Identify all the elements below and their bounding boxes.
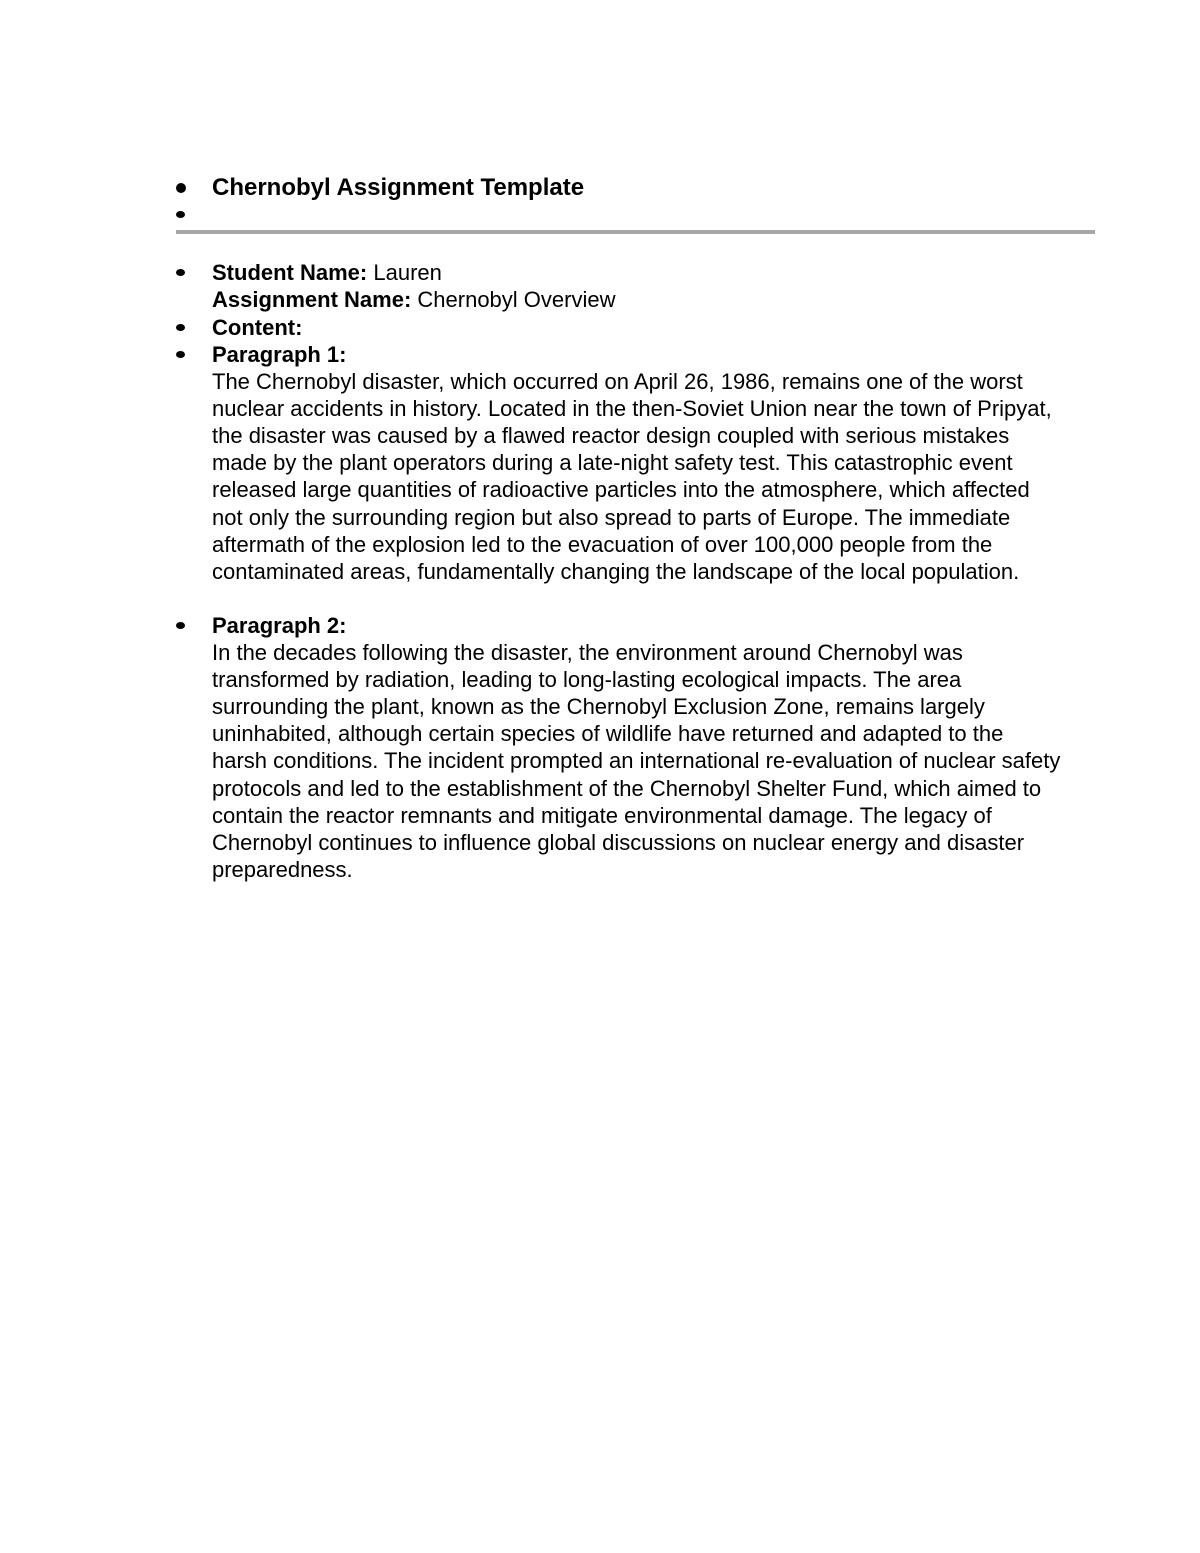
bullet-icon — [176, 269, 185, 276]
paragraph1-block — [212, 341, 1062, 585]
paragraph1-text: The Chernobyl disaster, which occurred on April 26, 1986, remains one of the worst nuclear accidents in history. Located in the then-Soviet Union near the town of Pripyat, the disaster was caused by a flawed reactor design coupled with serious mistakes made by the plant operators during a late-night safety test. This catastrophic event released large quantities of radioactive particles into the atmosphere, which affected not only the surrounding region but also spread to parts of Europe. The immediate aftermath of the explosion led to the evacuation of over 100,000 people from the contaminated areas, fundamentally changing the landscape of the local population. — [212, 369, 1052, 584]
bullet-icon — [176, 211, 185, 218]
bullet-icon — [176, 351, 185, 358]
student-name-value: Lauren — [373, 260, 442, 285]
paragraph1-label: Paragraph 1: — [212, 342, 347, 367]
paragraph2-label: Paragraph 2: — [212, 613, 347, 638]
paragraph2-block — [212, 612, 1062, 883]
student-info — [212, 259, 1072, 313]
student-name-label: Student Name: — [212, 260, 368, 285]
bullet-icon — [176, 324, 185, 331]
bullet-icon — [176, 622, 185, 629]
paragraph2-text: In the decades following the disaster, the environment around Chernobyl was transformed by radiation, leading to long-lasting ecological impacts. The area surrounding the plant, known as the Chernobyl Exclusion Zone, remains largely uninhabited, although certain species of wildlife have returned and adapted to the harsh conditions. The incident prompted an international re-evaluation of nuclear safety protocols and led to the establishment of the Chernobyl Shelter Fund, which aimed to contain the reactor remnants and mitigate environmental damage. The legacy of Chernobyl continues to influence global discussions on nuclear energy and disaster preparedness. — [212, 640, 1061, 882]
assignment-name-line — [212, 286, 1072, 313]
content-label: Content: — [212, 315, 303, 340]
student-name-line — [212, 259, 1072, 286]
assignment-name-label: Assignment Name: — [212, 287, 412, 313]
bullet-icon — [176, 183, 186, 193]
assignment-name-value: Chernobyl Overview — [417, 287, 616, 313]
page-title: Chernobyl Assignment Template — [212, 174, 585, 201]
divider — [176, 230, 1095, 234]
